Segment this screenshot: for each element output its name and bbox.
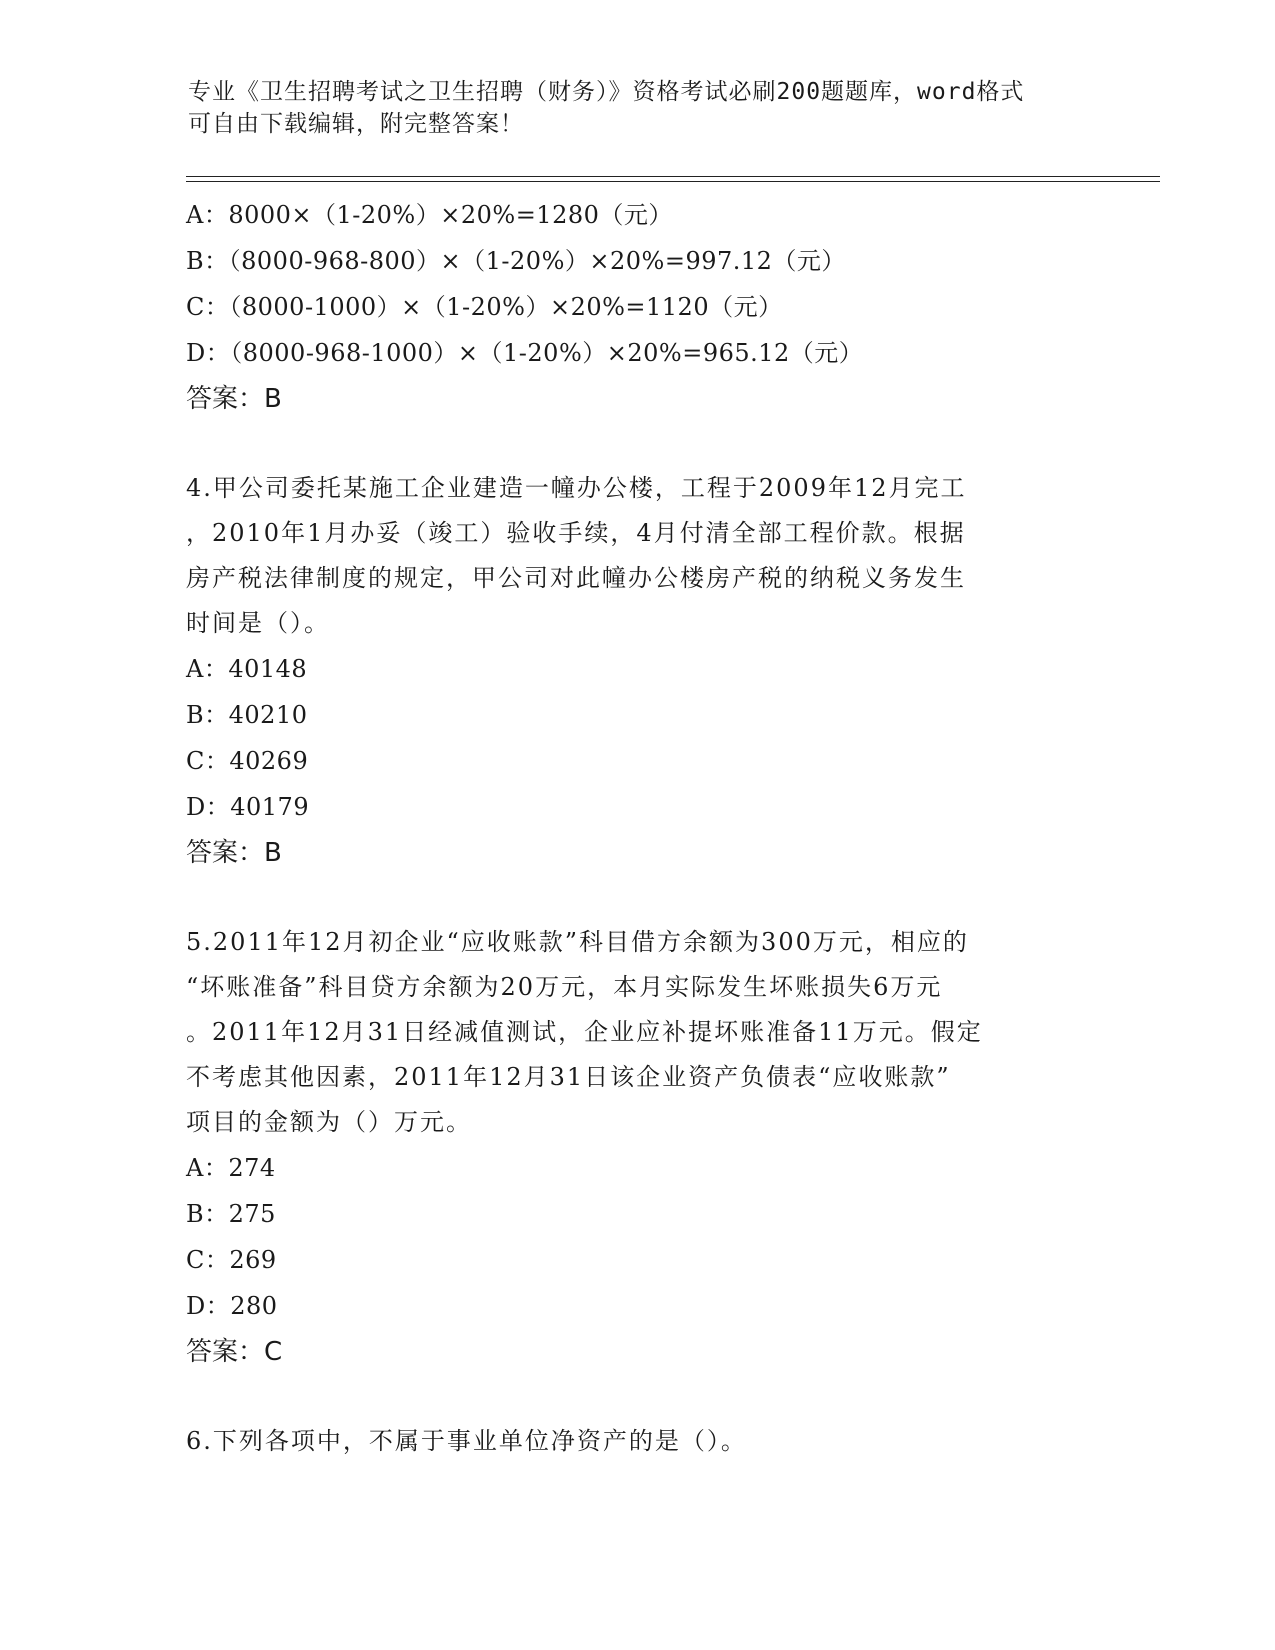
question-5-text-line: 项目的金额为（）万元。: [186, 1108, 472, 1136]
question-5-option-d: D：280: [186, 1292, 278, 1320]
header-rule-top: [186, 176, 1160, 177]
question-3-option-b: B：（8000-968-800）×（1-20%）×20%=997.12（元）: [186, 247, 846, 275]
header-rule-bottom: [186, 181, 1160, 182]
question-5: [186, 920, 1086, 1375]
document-header: [188, 76, 1088, 140]
question-4-text-line: ，2010年1月办妥（竣工）验收手续，4月付清全部工程价款。根据: [186, 519, 966, 547]
question-list: [186, 192, 1086, 1464]
spacer: [186, 1375, 1086, 1419]
question-4: [186, 466, 1086, 876]
question-4-text-line: 房产税法律制度的规定，甲公司对此幢办公楼房产税的纳税义务发生: [186, 564, 966, 592]
question-4-option-c: C：40269: [186, 747, 309, 775]
question-5-text-line: 。2011年12月31日经减值测试，企业应补提坏账准备11万元。假定: [186, 1018, 983, 1046]
header-line-2: 可自由下载编辑，附完整答案！: [188, 111, 524, 137]
question-5-text-line: 不考虑其他因素，2011年12月31日该企业资产负债表“应收账款”: [186, 1063, 951, 1091]
question-4-answer: 答案：B: [186, 838, 282, 868]
spacer: [186, 876, 1086, 920]
question-3: [186, 192, 1086, 422]
spacer: [186, 422, 1086, 466]
question-6: [186, 1419, 1086, 1464]
question-5-option-c: C：269: [186, 1246, 277, 1274]
question-5-answer: 答案：C: [186, 1337, 283, 1367]
question-5-option-a: A：274: [186, 1154, 276, 1182]
question-4-text-line: 4.甲公司委托某施工企业建造一幢办公楼，工程于2009年12月完工: [186, 474, 967, 502]
question-4-text-line: 时间是（）。: [186, 609, 330, 637]
question-3-option-a: A：8000×（1-20%）×20%=1280（元）: [186, 201, 673, 229]
question-3-answer: 答案：B: [186, 384, 282, 414]
question-3-option-d: D：（8000-968-1000）×（1-20%）×20%=965.12（元）: [186, 339, 864, 367]
question-4-option-a: A：40148: [186, 655, 308, 683]
question-4-option-b: B：40210: [186, 701, 308, 729]
question-5-text-line: 5.2011年12月初企业“应收账款”科目借方余额为300万元，相应的: [186, 928, 969, 956]
question-6-text-line: 6.下列各项中，不属于事业单位净资产的是（）。: [186, 1427, 747, 1455]
question-3-option-c: C：（8000-1000）×（1-20%）×20%=1120（元）: [186, 293, 783, 321]
question-5-option-b: B：275: [186, 1200, 276, 1228]
header-line-1: 专业《卫生招聘考试之卫生招聘（财务）》资格考试必刷200题题库，word格式: [188, 79, 1025, 105]
question-4-option-d: D：40179: [186, 793, 310, 821]
question-5-text-line: “坏账准备”科目贷方余额为20万元，本月实际发生坏账损失6万元: [186, 973, 943, 1001]
